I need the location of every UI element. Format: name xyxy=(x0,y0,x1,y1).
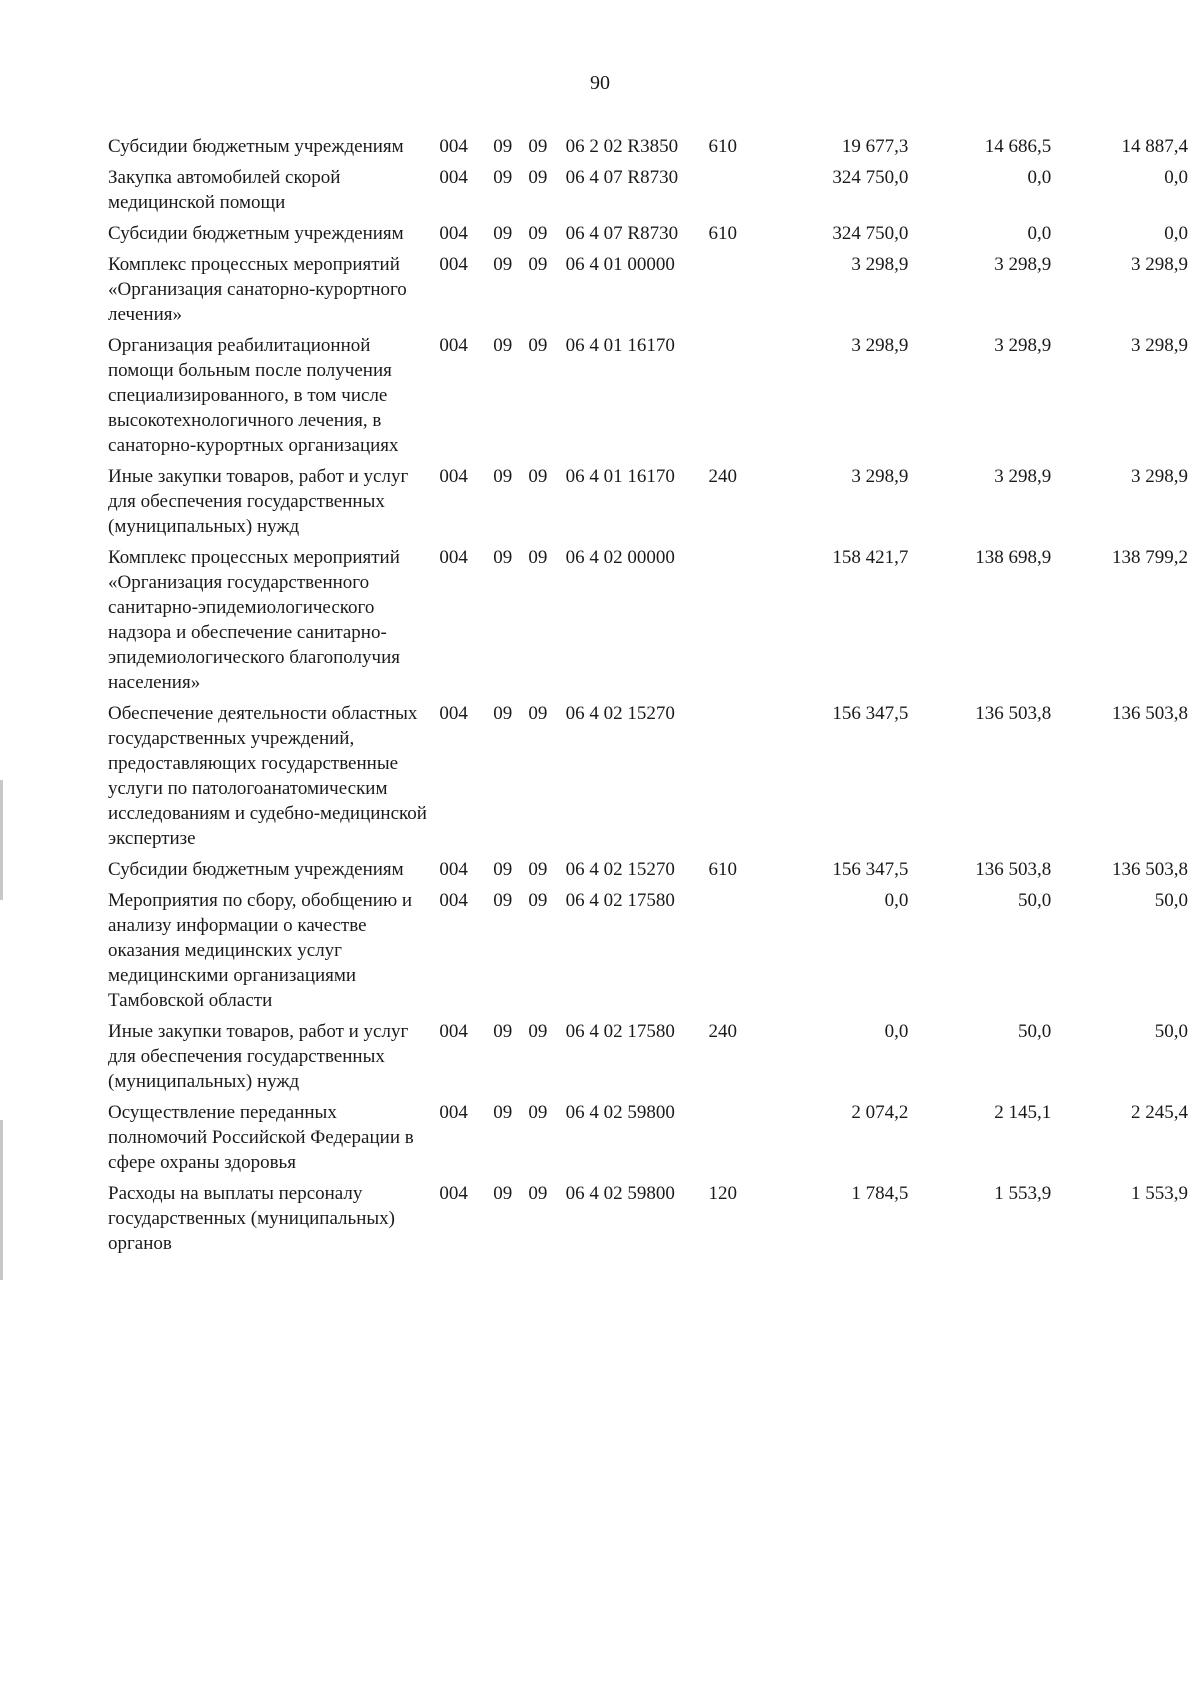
subsection-code: 09 xyxy=(528,703,548,724)
scan-edge-mark xyxy=(0,780,3,900)
ved-code: 004 xyxy=(439,254,468,275)
row-name: Субсидии бюджетным учреждениям xyxy=(108,223,404,244)
table-row xyxy=(108,888,1188,1019)
table-row xyxy=(108,857,1188,888)
ved-code: 004 xyxy=(439,1021,468,1042)
subsection-code: 09 xyxy=(528,254,548,275)
amount-year-1: 324 750,0 xyxy=(832,223,909,244)
amount-year-2: 2 145,1 xyxy=(994,1102,1052,1123)
scan-edge-mark xyxy=(0,1120,3,1280)
table-row xyxy=(108,252,1188,333)
subsection-code: 09 xyxy=(528,1021,548,1042)
amount-year-1: 324 750,0 xyxy=(832,167,909,188)
section-code: 09 xyxy=(493,890,513,911)
section-code: 09 xyxy=(493,335,513,356)
subsection-code: 09 xyxy=(528,223,548,244)
target-article-code: 06 4 07 R8730 xyxy=(565,167,679,188)
row-name: Комплекс процессных мероприятий «Организация санаторно-курортного лечения» xyxy=(108,254,407,325)
amount-year-1: 2 074,2 xyxy=(851,1102,909,1123)
amount-year-1: 1 784,5 xyxy=(851,1183,909,1204)
target-article-code: 06 4 02 59800 xyxy=(565,1183,675,1204)
expense-type-code xyxy=(709,545,761,701)
subsection-code: 09 xyxy=(528,1183,548,1204)
amount-year-1: 156 347,5 xyxy=(832,703,909,724)
amount-year-1: 3 298,9 xyxy=(851,254,909,275)
amount-year-1: 19 677,3 xyxy=(841,136,909,157)
section-code: 09 xyxy=(493,167,513,188)
expense-type-code: 610 xyxy=(708,136,738,157)
target-article-code: 06 4 01 16170 xyxy=(565,466,675,487)
amount-year-3: 2 245,4 xyxy=(1131,1102,1188,1123)
ved-code: 004 xyxy=(439,136,468,157)
section-code: 09 xyxy=(493,703,513,724)
section-code: 09 xyxy=(493,547,513,568)
amount-year-3: 136 503,8 xyxy=(1112,703,1188,724)
section-code: 09 xyxy=(493,859,513,880)
ved-code: 004 xyxy=(439,547,468,568)
subsection-code: 09 xyxy=(528,466,548,487)
amount-year-2: 1 553,9 xyxy=(994,1183,1052,1204)
expense-type-code: 610 xyxy=(708,223,738,244)
ved-code: 004 xyxy=(439,335,468,356)
table-row xyxy=(108,545,1188,701)
expense-type-code: 240 xyxy=(708,466,738,487)
amount-year-3: 50,0 xyxy=(1154,890,1188,911)
target-article-code: 06 2 02 R3850 xyxy=(565,136,679,157)
amount-year-3: 1 553,9 xyxy=(1131,1183,1188,1204)
amount-year-2: 50,0 xyxy=(1018,890,1052,911)
ved-code: 004 xyxy=(439,890,468,911)
row-name: Иные закупки товаров, работ и услуг для обеспечения государственных (муниципальных) нужд xyxy=(108,1021,409,1092)
amount-year-1: 0,0 xyxy=(884,890,909,911)
section-code: 09 xyxy=(493,1021,513,1042)
expense-type-code xyxy=(709,252,761,333)
section-code: 09 xyxy=(493,136,513,157)
amount-year-2: 138 698,9 xyxy=(975,547,1052,568)
amount-year-2: 136 503,8 xyxy=(975,859,1052,880)
target-article-code: 06 4 01 00000 xyxy=(565,254,675,275)
amount-year-2: 50,0 xyxy=(1018,1021,1052,1042)
expense-type-code xyxy=(709,333,761,464)
table-row xyxy=(108,134,1188,165)
ved-code: 004 xyxy=(439,1183,468,1204)
row-name: Осуществление переданных полномочий Российской Федерации в сфере охраны здоровья xyxy=(108,1102,414,1173)
subsection-code: 09 xyxy=(528,547,548,568)
section-code: 09 xyxy=(493,223,513,244)
row-name: Субсидии бюджетным учреждениям xyxy=(108,136,404,157)
target-article-code: 06 4 02 59800 xyxy=(565,1102,675,1123)
table-row xyxy=(108,1100,1188,1181)
section-code: 09 xyxy=(493,1183,513,1204)
amount-year-1: 158 421,7 xyxy=(832,547,909,568)
target-article-code: 06 4 07 R8730 xyxy=(565,223,679,244)
row-name: Иные закупки товаров, работ и услуг для обеспечения государственных (муниципальных) нужд xyxy=(108,466,409,537)
amount-year-3: 0,0 xyxy=(1164,167,1188,188)
table-body xyxy=(108,134,1188,1262)
ved-code: 004 xyxy=(439,703,468,724)
ved-code: 004 xyxy=(439,223,468,244)
section-code: 09 xyxy=(493,254,513,275)
table-row xyxy=(108,221,1188,252)
ved-code: 004 xyxy=(439,167,468,188)
expense-type-code: 120 xyxy=(708,1183,738,1204)
amount-year-2: 3 298,9 xyxy=(994,466,1052,487)
table-row xyxy=(108,464,1188,545)
expense-type-code xyxy=(709,888,761,1019)
amount-year-2: 14 686,5 xyxy=(984,136,1052,157)
ved-code: 004 xyxy=(439,1102,468,1123)
target-article-code: 06 4 01 16170 xyxy=(565,335,675,356)
expense-type-code xyxy=(709,701,761,857)
expense-type-code xyxy=(709,165,761,221)
page-number: 90 xyxy=(590,72,610,94)
table-row xyxy=(108,701,1188,857)
amount-year-3: 0,0 xyxy=(1164,223,1188,244)
table-row xyxy=(108,1181,1188,1262)
subsection-code: 09 xyxy=(528,1102,548,1123)
expense-type-code xyxy=(709,1100,761,1181)
amount-year-2: 3 298,9 xyxy=(994,335,1052,356)
subsection-code: 09 xyxy=(528,167,548,188)
target-article-code: 06 4 02 17580 xyxy=(565,890,675,911)
amount-year-1: 156 347,5 xyxy=(832,859,909,880)
target-article-code: 06 4 02 15270 xyxy=(565,703,675,724)
row-name: Комплекс процессных мероприятий «Организация государственного санитарно-эпидемиологического надзора и обеспечение санитарно-эпидемиологического благополучия населения» xyxy=(108,547,400,693)
section-code: 09 xyxy=(493,1102,513,1123)
row-name: Расходы на выплаты персоналу государственных (муниципальных) органов xyxy=(108,1183,395,1254)
row-name: Мероприятия по сбору, обобщению и анализу информации о качестве оказания медицинских услуг медицинскими организациями Тамбовской области xyxy=(108,890,413,1011)
table-row xyxy=(108,333,1188,464)
amount-year-2: 3 298,9 xyxy=(994,254,1052,275)
section-code: 09 xyxy=(493,466,513,487)
subsection-code: 09 xyxy=(528,859,548,880)
row-name: Организация реабилитационной помощи больным после получения специализированного, в том числе высокотехнологичного лечения, в санаторно-курортных организациях xyxy=(108,335,399,456)
amount-year-3: 14 887,4 xyxy=(1121,136,1188,157)
ved-code: 004 xyxy=(439,466,468,487)
subsection-code: 09 xyxy=(528,136,548,157)
table-row xyxy=(108,1019,1188,1100)
row-name: Обеспечение деятельности областных государственных учреждений, предоставляющих государственные услуги по патологоанатомическим исследованиям и судебно-медицинской экспертизе xyxy=(108,703,427,849)
target-article-code: 06 4 02 00000 xyxy=(565,547,675,568)
row-name: Субсидии бюджетным учреждениям xyxy=(108,859,404,880)
target-article-code: 06 4 02 15270 xyxy=(565,859,675,880)
amount-year-1: 3 298,9 xyxy=(851,466,909,487)
row-name: Закупка автомобилей скорой медицинской помощи xyxy=(108,167,341,213)
target-article-code: 06 4 02 17580 xyxy=(565,1021,675,1042)
ved-code: 004 xyxy=(439,859,468,880)
amount-year-2: 0,0 xyxy=(1027,223,1052,244)
amount-year-3: 3 298,9 xyxy=(1131,254,1188,275)
amount-year-3: 138 799,2 xyxy=(1112,547,1188,568)
amount-year-2: 136 503,8 xyxy=(975,703,1052,724)
expense-type-code: 610 xyxy=(708,859,738,880)
amount-year-1: 3 298,9 xyxy=(851,335,909,356)
amount-year-3: 3 298,9 xyxy=(1131,335,1188,356)
amount-year-3: 50,0 xyxy=(1154,1021,1188,1042)
amount-year-1: 0,0 xyxy=(884,1021,909,1042)
amount-year-3: 3 298,9 xyxy=(1131,466,1188,487)
subsection-code: 09 xyxy=(528,890,548,911)
amount-year-2: 0,0 xyxy=(1027,167,1052,188)
expense-type-code: 240 xyxy=(708,1021,738,1042)
table-row xyxy=(108,165,1188,221)
budget-table xyxy=(108,134,1188,1262)
amount-year-3: 136 503,8 xyxy=(1112,859,1188,880)
subsection-code: 09 xyxy=(528,335,548,356)
